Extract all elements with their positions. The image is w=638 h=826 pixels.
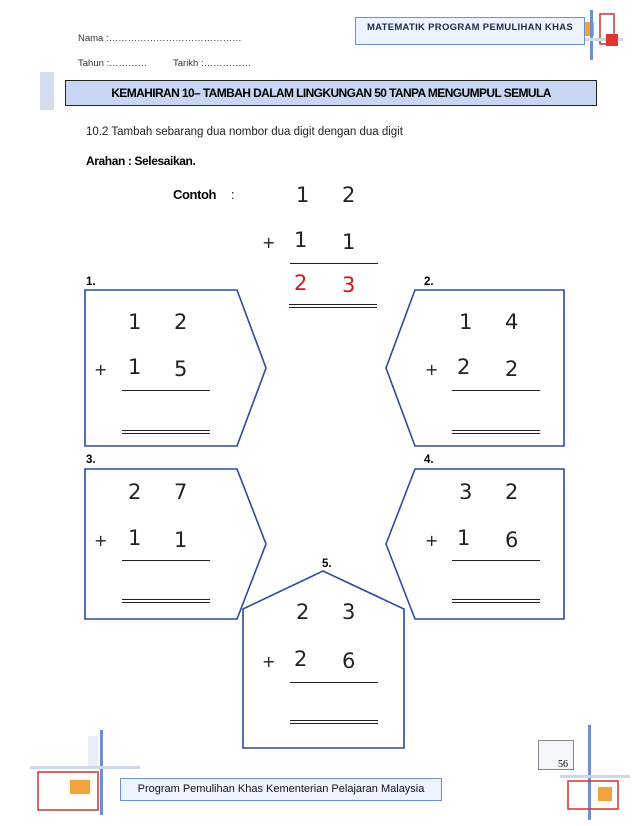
example-answer-line [289,304,377,308]
q2-answer-line [452,430,540,434]
example-top-tens: 1 [296,183,310,207]
q5-bottom-tens: 2 [294,647,308,671]
q4-bottom-ones: 6 [505,528,519,552]
program-title-box [355,17,585,45]
q2-label: 2. [424,276,434,288]
nama-field: Nama :…………………………………… [78,33,242,44]
subtitle: 10.2 Tambah sebarang dua nombor dua digit dengan dua digit [86,126,403,138]
q2-top-tens: 1 [459,310,473,334]
q5-top-tens: 2 [296,600,310,624]
q4-top-tens: 3 [459,480,473,504]
q2-sum-line [452,390,540,391]
example-colon: : [231,187,235,202]
instruction: Arahan : Selesaikan. [86,154,196,168]
q5-label: 5. [322,558,332,570]
q5-answer-line [290,720,378,724]
footer-box [120,778,442,801]
q1-bottom-ones: 5 [174,357,188,381]
q5-sum-line [290,682,378,683]
corner-decoration-bottom-left [30,728,150,818]
q3-answer-line [122,599,210,603]
q1-top-ones: 2 [174,310,188,334]
example-answer-ones: 3 [342,273,356,297]
q1-sum-line [122,390,210,391]
q2-bottom-ones: 2 [505,357,519,381]
q3-sum-line [122,560,210,561]
q5-top-ones: 3 [342,600,356,624]
q1-bottom-tens: 1 [128,355,142,379]
example-top-ones: 2 [342,183,356,207]
tahun-field: Tahun :………… [78,58,148,69]
program-title: MATEMATIK PROGRAM PEMULIHAN KHAS [366,22,574,33]
q1-label: 1. [86,276,96,288]
q5-bottom-ones: 6 [342,649,356,673]
q4-answer-line [452,599,540,603]
q5-plus: + [262,652,276,671]
q3-bottom-tens: 1 [128,526,142,550]
example-label: Contoh [173,187,217,202]
q4-label: 4. [424,454,434,466]
example-bottom-tens: 1 [294,228,308,252]
q3-bottom-ones: 1 [174,528,188,552]
skill-title: KEMAHIRAN 10– TAMBAH DALAM LINGKUNGAN 50 TANPA MENGUMPUL SEMULA [111,86,551,100]
example-bottom-ones: 1 [342,230,356,254]
skill-title-bar [65,80,597,106]
q2-top-ones: 4 [505,310,519,334]
q3-label: 3. [86,454,96,466]
example-plus: + [262,233,276,252]
q2-bottom-tens: 2 [457,355,471,379]
q4-sum-line [452,560,540,561]
q2-plus: + [425,360,439,379]
q3-top-tens: 2 [128,480,142,504]
q4-plus: + [425,531,439,550]
q4-top-ones: 2 [505,480,519,504]
q2-frame [386,290,564,446]
q3-top-ones: 7 [174,480,188,504]
example-answer-tens: 2 [294,271,308,295]
q1-plus: + [94,360,108,379]
example-sum-line [290,263,378,264]
bar-side-accent [40,72,54,110]
q1-answer-line [122,430,210,434]
q4-frame [386,469,564,619]
q4-bottom-tens: 1 [457,526,471,550]
q1-top-tens: 1 [128,310,142,334]
q3-plus: + [94,531,108,550]
footer-text: Program Pemulihan Khas Kementerian Pelajaran Malaysia [137,783,425,795]
tarikh-field: Tarikh :…………… [173,58,252,69]
page-number: 56 [538,740,574,770]
